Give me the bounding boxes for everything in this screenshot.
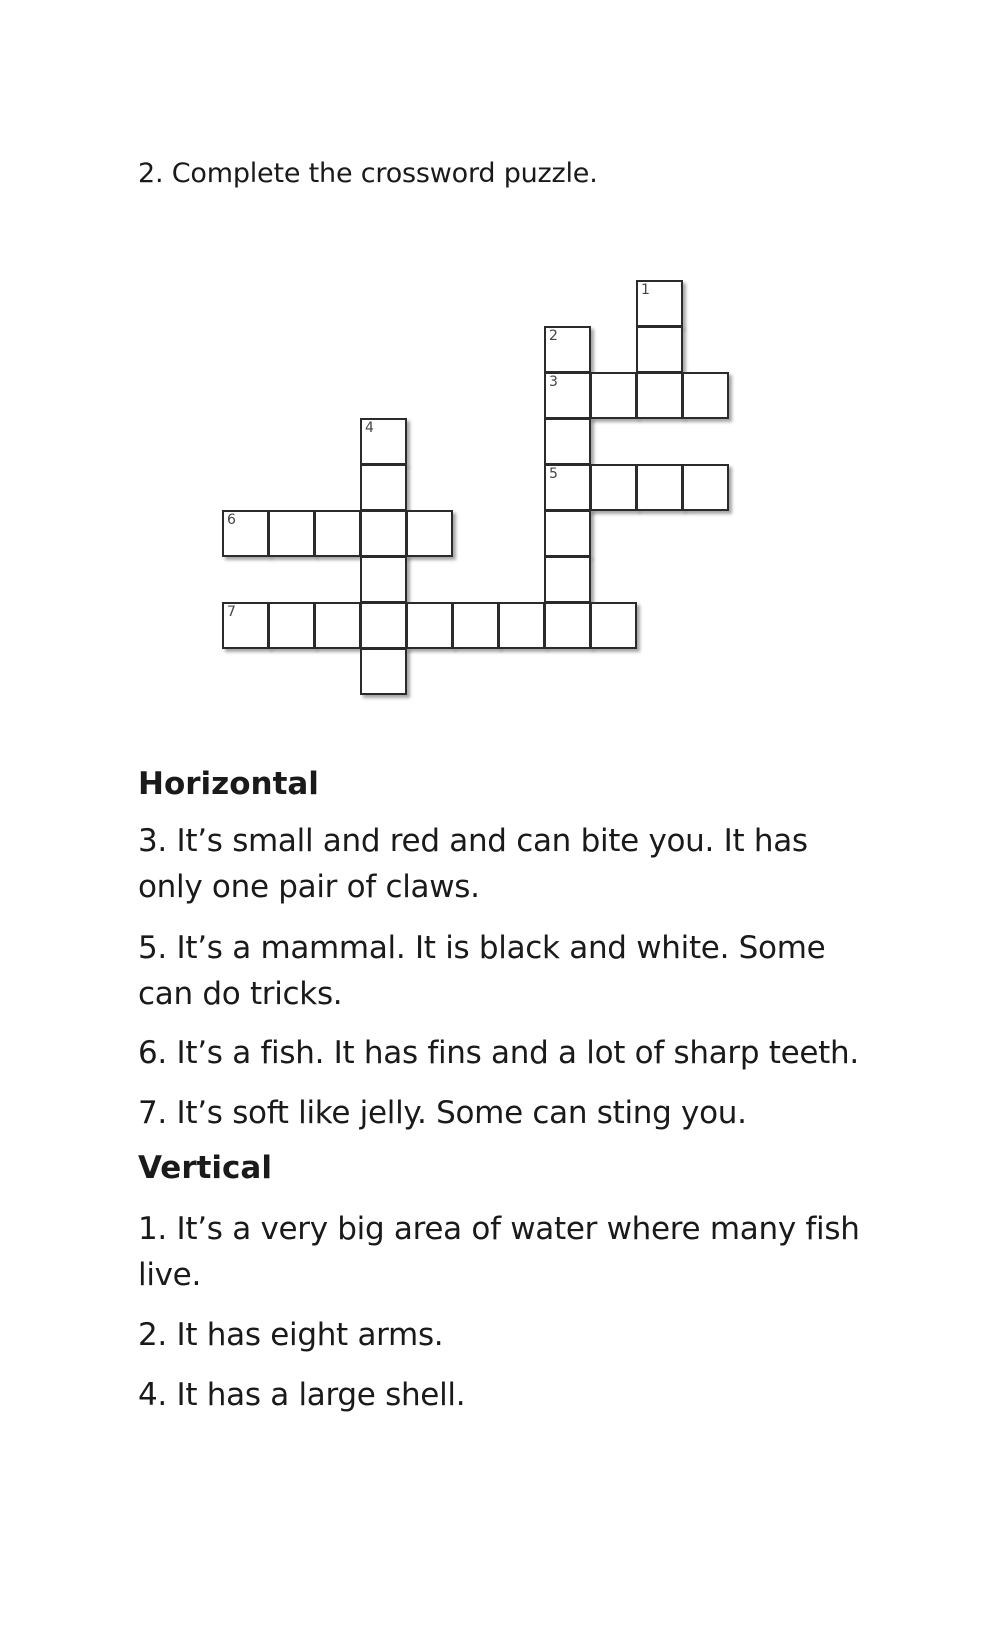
crossword-cell[interactable] xyxy=(452,602,499,649)
crossword-cell[interactable] xyxy=(590,372,637,419)
crossword-cell[interactable] xyxy=(544,510,591,557)
crossword-cell[interactable] xyxy=(636,280,683,327)
crossword-cell[interactable] xyxy=(360,556,407,603)
horizontal-heading: Horizontal xyxy=(138,766,319,802)
crossword-cell[interactable] xyxy=(636,372,683,419)
crossword-cell[interactable] xyxy=(222,510,269,557)
crossword-cell[interactable] xyxy=(268,602,315,649)
crossword-cell[interactable] xyxy=(590,602,637,649)
crossword-cell[interactable] xyxy=(314,510,361,557)
clue-horizontal-3: 3. It’s small and red and can bite you. It has only one pair of claws. xyxy=(138,823,808,905)
crossword-cell[interactable] xyxy=(360,418,407,465)
crossword-cell[interactable] xyxy=(544,464,591,511)
clue-horizontal-7: 7. It’s soft like jelly. Some can sting you. xyxy=(138,1095,747,1131)
cell-number: 1 xyxy=(641,282,650,298)
crossword-cell[interactable] xyxy=(360,602,407,649)
clue-vertical-2: 2. It has eight arms. xyxy=(138,1317,444,1353)
crossword-cell[interactable] xyxy=(406,510,453,557)
crossword-cell[interactable] xyxy=(544,372,591,419)
crossword-cell[interactable] xyxy=(544,418,591,465)
crossword-cell[interactable] xyxy=(590,464,637,511)
crossword-cell[interactable] xyxy=(544,326,591,373)
cell-number: 3 xyxy=(549,374,558,390)
clue-horizontal-6: 6. It’s a fish. It has fins and a lot of sharp teeth. xyxy=(138,1035,859,1071)
clue-vertical-1: 1. It’s a very big area of water where many fish live. xyxy=(138,1211,860,1293)
crossword-grid xyxy=(0,0,1000,760)
clue-vertical-4: 4. It has a large shell. xyxy=(138,1377,466,1413)
crossword-cell[interactable] xyxy=(682,372,729,419)
cell-number: 6 xyxy=(227,512,236,528)
crossword-cell[interactable] xyxy=(222,602,269,649)
crossword-cell[interactable] xyxy=(498,602,545,649)
cell-number: 2 xyxy=(549,328,558,344)
cell-number: 7 xyxy=(227,604,236,620)
crossword-cell[interactable] xyxy=(406,602,453,649)
clue-horizontal-5: 5. It’s a mammal. It is black and white. Some can do tricks. xyxy=(138,930,826,1012)
crossword-cell[interactable] xyxy=(360,510,407,557)
crossword-cell[interactable] xyxy=(636,464,683,511)
vertical-heading: Vertical xyxy=(138,1150,272,1186)
cell-number: 4 xyxy=(365,420,374,436)
crossword-cell[interactable] xyxy=(544,556,591,603)
cell-number: 5 xyxy=(549,466,558,482)
crossword-cell[interactable] xyxy=(636,326,683,373)
crossword-cell[interactable] xyxy=(314,602,361,649)
instruction-text: 2. Complete the crossword puzzle. xyxy=(138,158,598,189)
crossword-cell[interactable] xyxy=(544,602,591,649)
crossword-cell[interactable] xyxy=(268,510,315,557)
crossword-cell[interactable] xyxy=(682,464,729,511)
crossword-cell[interactable] xyxy=(360,648,407,695)
crossword-cell[interactable] xyxy=(360,464,407,511)
